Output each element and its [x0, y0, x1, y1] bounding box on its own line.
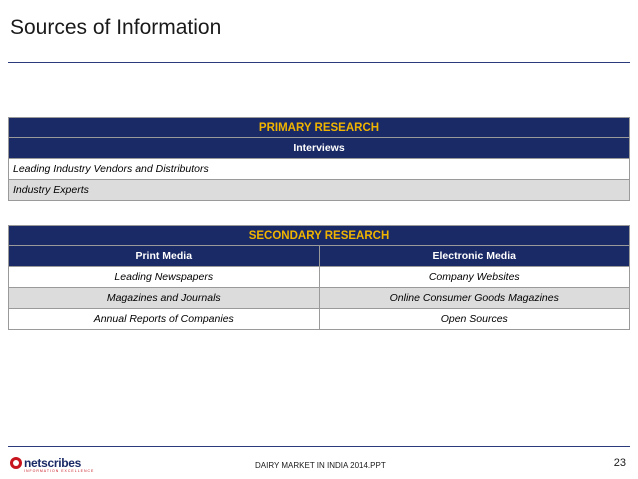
- table-row: [9, 267, 630, 288]
- table-row: [9, 309, 630, 330]
- table-cell: Annual Reports of Companies: [9, 309, 320, 330]
- logo-text: netscribes: [24, 456, 82, 470]
- logo-mark-icon: [10, 457, 22, 469]
- table-row: Leading Industry Vendors and Distributors: [9, 159, 630, 180]
- table-row: Industry Experts: [9, 180, 630, 201]
- logo-tagline: INFORMATION EXCELLENCE: [24, 469, 95, 473]
- secondary-research-header: SECONDARY RESEARCH: [9, 226, 630, 246]
- interviews-subheader: Interviews: [9, 138, 630, 159]
- table-row: [9, 288, 630, 309]
- footer-divider: [8, 446, 630, 447]
- document-name: DAIRY MARKET IN INDIA 2014.PPT: [255, 461, 386, 470]
- print-media-column-header: Print Media: [9, 246, 320, 267]
- electronic-media-column-header: Electronic Media: [319, 246, 630, 267]
- page-number: 23: [613, 457, 626, 469]
- table-cell: Open Sources: [319, 309, 630, 330]
- netscribes-logo: [10, 456, 81, 470]
- slide-title: Sources of Information: [10, 16, 222, 39]
- table-cell: Magazines and Journals: [9, 288, 320, 309]
- primary-research-header: PRIMARY RESEARCH: [9, 118, 630, 138]
- primary-research-table: [8, 117, 630, 201]
- table-cell: Online Consumer Goods Magazines: [319, 288, 630, 309]
- secondary-research-table: [8, 225, 630, 330]
- title-divider: [8, 62, 630, 63]
- table-cell: Company Websites: [319, 267, 630, 288]
- table-cell: Leading Newspapers: [9, 267, 320, 288]
